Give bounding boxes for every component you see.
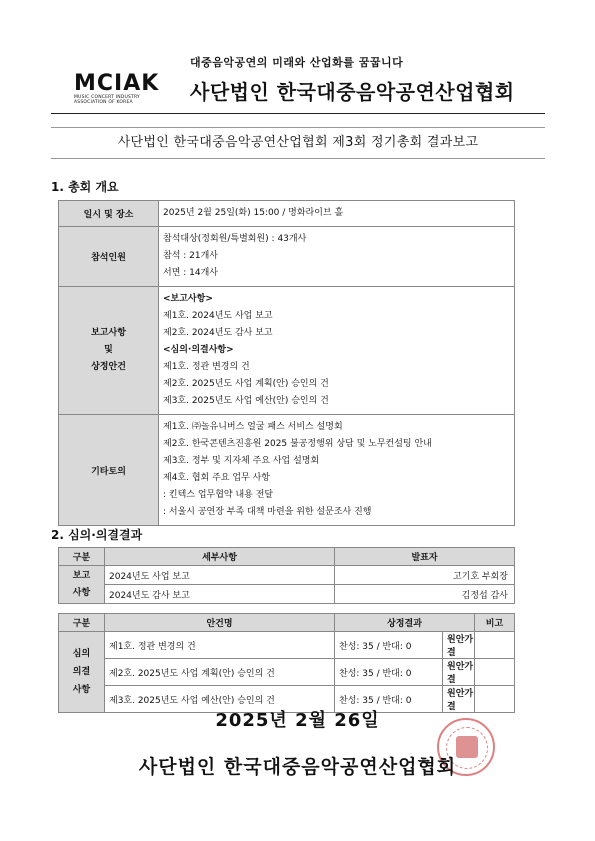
resolution-result: 원안가결 (443, 659, 475, 686)
value-line: 제3호. 정부 및 지자체 주요 사업 설명회 (163, 456, 320, 466)
table-row (59, 566, 515, 585)
value-line: 제3호. 2025년도 사업 예산(안) 승인의 건 (163, 396, 329, 406)
document-title: 사단법인 한국대중음악공연산업협회 제3회 정기총회 결과보고 (51, 127, 545, 159)
column-header: 안건명 (105, 614, 335, 632)
label-line: 상정안건 (91, 362, 126, 372)
row-label: 일시 및 장소 (59, 201, 159, 227)
table-row (59, 201, 515, 227)
value-line: 참석대상(정회원/특별회원) : 43개사 (163, 234, 307, 244)
value-line: 제2호. 2025년도 사업 계획(안) 승인의 건 (163, 379, 329, 389)
resolution-note (475, 659, 515, 686)
report-items-table (58, 547, 515, 604)
row-group-label (59, 632, 105, 713)
value-line: 제2호. 한국콘텐츠진흥원 2025 불공정행위 상담 및 노무컨설팅 안내 (163, 439, 432, 449)
resolution-items-table (58, 613, 515, 713)
row-value (159, 201, 515, 227)
label-line: 사항 (72, 587, 91, 598)
report-presenter: 김정섭 감사 (335, 585, 515, 604)
resolution-note (475, 632, 515, 659)
column-header: 세부사항 (105, 548, 335, 566)
label-line: 의결 (72, 667, 91, 677)
value-line: 제1호. ㈜놀유니버스 얼굴 패스 서비스 설명회 (163, 422, 343, 432)
value-line: 참석 : 21개사 (163, 251, 218, 261)
row-value (159, 227, 515, 287)
column-header: 상정결과 (335, 614, 475, 632)
mciak-logo (74, 73, 184, 105)
table-header-row (59, 614, 515, 632)
document-date: 2025년 2월 26일 (215, 710, 380, 731)
column-header: 구분 (59, 614, 105, 632)
value-line: 제1호. 2024년도 사업 보고 (163, 311, 273, 321)
table-row (59, 585, 515, 604)
vote-count: 찬성: 35 / 반대: 0 (335, 659, 443, 686)
resolution-result: 원안가결 (443, 632, 475, 659)
table-row (59, 659, 515, 686)
label-line: 사항 (72, 685, 91, 695)
column-header: 발표자 (335, 548, 515, 566)
letterhead (0, 0, 595, 120)
value-line: 제2호. 2024년도 감사 보고 (163, 328, 273, 338)
value-line: 서면 : 14개사 (163, 268, 218, 278)
table-row (59, 632, 515, 659)
agenda-item: 제3호. 2025년도 사업 예산(안) 승인의 건 (105, 686, 335, 713)
section-1-heading: 1. 총회 개요 (51, 180, 119, 194)
resolution-result: 원안가결 (443, 686, 475, 713)
issuer-signature: 사단법인 한국대중음악공연산업협회 (138, 756, 457, 778)
label-line: 및 (104, 345, 113, 355)
report-presenter: 고기호 부회장 (335, 566, 515, 585)
row-value (159, 415, 515, 526)
value-line: 제4호. 협회 주요 업무 사항 (163, 473, 270, 483)
value-line: 2025년 2월 25일(화) 15:00 / 명화라이브 홀 (163, 208, 344, 218)
table-row (59, 227, 515, 287)
value-subheading: <보고사항> (163, 294, 213, 304)
vote-count: 찬성: 35 / 반대: 0 (335, 686, 443, 713)
report-detail: 2024년도 감사 보고 (105, 585, 335, 604)
table-header-row (59, 548, 515, 566)
column-header: 구분 (59, 548, 105, 566)
logo-subtext-1: MUSIC CONCERT INDUSTRY (74, 95, 140, 100)
table-row (59, 415, 515, 526)
row-value (159, 287, 515, 415)
value-line: 제1호. 정관 변경의 건 (163, 362, 250, 372)
section-2-heading: 2. 심의·의결결과 (51, 528, 143, 542)
label-line: 보고사항 (91, 328, 126, 338)
value-line: : 킨텍스 업무협약 내용 전달 (163, 490, 274, 500)
row-label: 참석인원 (59, 227, 159, 287)
overview-table (58, 200, 515, 526)
header-divider (51, 113, 545, 114)
row-label (59, 287, 159, 415)
row-group-label (59, 566, 105, 604)
logo-wordmark: MCIAK (74, 71, 160, 96)
label-line: 보고 (72, 570, 91, 581)
vote-count: 찬성: 35 / 반대: 0 (335, 632, 443, 659)
label-line: 심의 (72, 649, 91, 659)
report-detail: 2024년도 사업 보고 (105, 566, 335, 585)
value-subheading: <심의·의결사항> (163, 345, 234, 355)
agenda-item: 제2호. 2025년도 사업 계획(안) 승인의 건 (105, 659, 335, 686)
agenda-item: 제1호. 정관 변경의 건 (105, 632, 335, 659)
organization-title: 사단법인 한국대중음악공연산업협회 (190, 80, 515, 104)
logo-subtext-2: ASSOCIATION OF KOREA (74, 100, 133, 105)
value-line: : 서울시 공연장 부족 대책 마련을 위한 설문조사 진행 (163, 507, 372, 517)
column-header: 비고 (475, 614, 515, 632)
row-label: 기타토의 (59, 415, 159, 526)
slogan: 대중음악공연의 미래와 산업화를 꿈꿉니다 (190, 56, 404, 69)
table-row (59, 287, 515, 415)
